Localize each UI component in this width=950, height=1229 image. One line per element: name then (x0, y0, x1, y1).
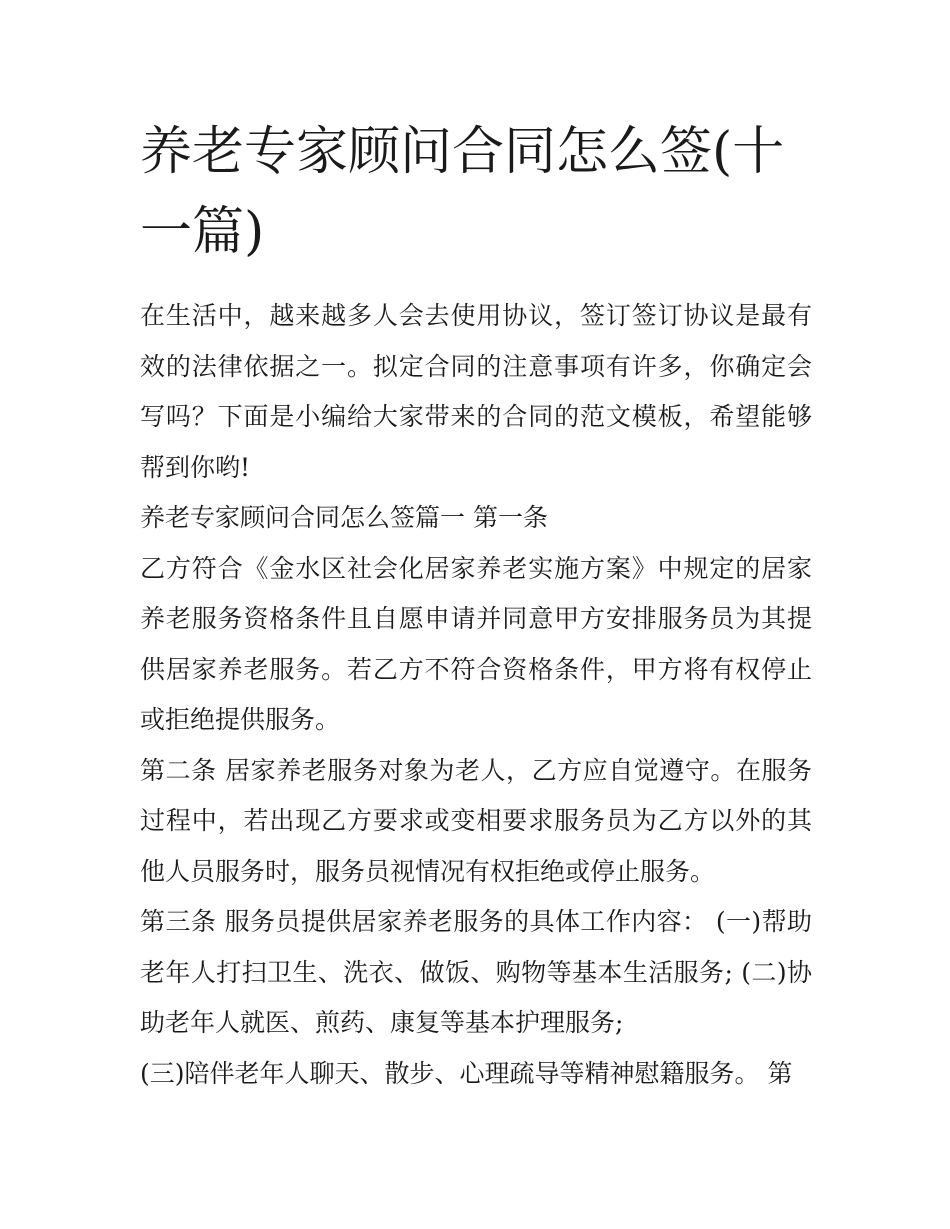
intro-paragraph: 在生活中，越来越多人会去使用协议，签订签订协议是最有效的法律依据之一。拟定合同的注意事项有许多，你确定会写吗？下面是小编给大家带来的合同的范文模板，希望能够帮到你哟! (140, 301, 812, 482)
document-title: 养老专家顾问合同怎么签(十一篇) (140, 122, 785, 262)
document-page (140, 112, 812, 1099)
section-heading: 养老专家顾问合同怎么签篇一 第一条 (140, 503, 548, 532)
article-three-continued-paragraph: (三)陪伴老年人聊天、散步、心理疏导等精神慰籍服务。 第 (140, 1058, 793, 1088)
article-one-paragraph: 乙方符合《金水区社会化居家养老实施方案》中规定的居家养老服务资格条件且自愿申请并同意甲方安排服务员为其提供居家养老服务。若乙方不符合资格条件，甲方将有权停止或拒绝提供服务。 (140, 553, 812, 734)
article-two-paragraph: 第二条 居家养老服务对象为老人，乙方应自觉遵守。在服务过程中，若出现乙方要求或变相要求服务员为乙方以外的其他人员服务时，服务员视情况有权拒绝或停止服务。 (140, 755, 812, 886)
article-three-paragraph: 第三条 服务员提供居家养老服务的具体工作内容： (一)帮助老年人打扫卫生、洗衣、做饭、购物等基本生活服务; (二)协助老年人就医、煎药、康复等基本护理服务; (140, 907, 812, 1037)
